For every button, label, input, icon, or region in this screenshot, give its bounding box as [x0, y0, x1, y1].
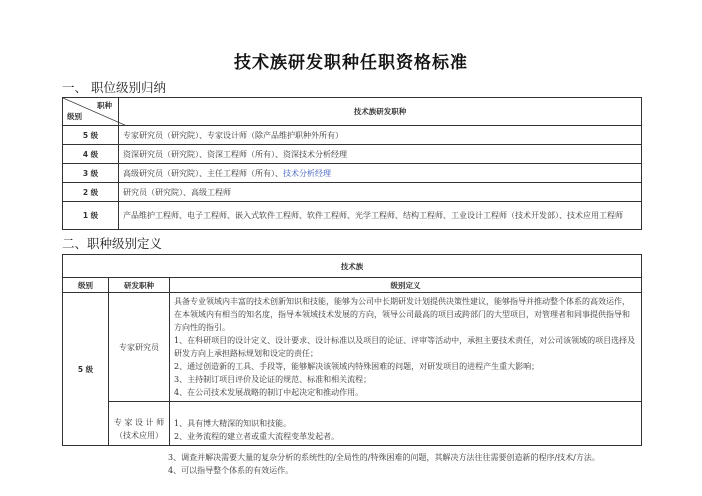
- header-level: 级别: [67, 112, 82, 121]
- table-row: [63, 164, 642, 183]
- positions-link[interactable]: 技术分析经理: [283, 168, 331, 178]
- definition-table-title: 技术族: [63, 255, 642, 278]
- definition-cell: [170, 402, 642, 446]
- job-cell: 专家研究员: [109, 293, 170, 402]
- table-row: [63, 402, 642, 446]
- definition-text: 3、主持制订项目评价及论证的规范、标准和相关流程；: [174, 375, 372, 384]
- col-definition-header: 级别定义: [170, 278, 642, 293]
- job-cell: [109, 402, 170, 446]
- positions-cell: 资深研究员（研究院）、资深工程师（所有）、资深技术分析经理: [119, 145, 642, 164]
- level-cell: 4 级: [63, 145, 119, 164]
- header-job-type: 职种: [97, 101, 112, 110]
- level-cell: 2 级: [63, 183, 119, 202]
- positions-cell: 专家研究员（研究院）、专家设计师（除产品维护职种外所有）: [119, 126, 642, 145]
- definition-text: 2、通过创造新的工具、手段等，能够解决该领域内特殊困难的问题，对研发项目的进程产生重大影响；: [174, 362, 540, 371]
- positions-cell: 产品维护工程师、电子工程师、嵌入式软件工程师、软件工程师、光学工程师、结构工程师、工业设计工程师（技术开发部）、技术应用工程师: [119, 202, 642, 230]
- level-cell: 5 级: [63, 126, 119, 145]
- definition-continuation: [168, 451, 600, 477]
- definition-text: 4、在公司技术发展战略的制订中起决定和推动作用。: [174, 388, 364, 397]
- definition-text: 具备专业领域内丰富的技术创新知识和技能，能够为公司中长期研发计划提供决策性建议，能够指导并推动整个体系的高效运作，在本领域内有相当的知名度，指导本领域技术发展的方向，领导公司最高的项目或跨部门的大型项目，对管理者和同事提供指导和方向性的指引。: [174, 297, 630, 332]
- table-row: [63, 202, 642, 230]
- section-heading-1: 一、 职位级别归纳: [62, 80, 166, 95]
- level-cell: 1 级: [63, 202, 119, 230]
- definition-text: 3、调查并解决需要大量的复杂分析的系统性的/全局性的/特殊困难的问题，其解决方法往往需要创造新的程序/技术/方法。: [168, 453, 600, 462]
- definition-text: 1、具有博大精深的知识和技能。: [174, 419, 292, 428]
- positions-cell: 研究员（研究院）、高级工程师: [119, 183, 642, 202]
- level-cell: 3 级: [63, 164, 119, 183]
- diagonal-header-cell: [63, 98, 119, 126]
- table-row: [63, 126, 642, 145]
- definition-cell: [170, 293, 642, 402]
- table-row: [63, 183, 642, 202]
- definition-text: 1、在科研项目的设计定义、设计要求、设计标准以及项目的论证、评审等活动中，承担主要技术责任，对公司该领域的项目选择及研发方向上承担路标规划和设定的责任；: [174, 336, 636, 358]
- positions-text: 高级研究员（研究院）、主任工程师（所有）、: [123, 168, 283, 178]
- job-title-line: （技术应用）: [115, 431, 163, 440]
- job-title-line: 专 家 设 计 师: [113, 418, 165, 427]
- section-heading-2: 二、职种级别定义: [62, 236, 163, 251]
- col-job-header: 研发职种: [109, 278, 170, 293]
- table-row: [63, 145, 642, 164]
- definition-text: 2、业务流程的建立者或重大流程变革发起者。: [174, 432, 340, 441]
- level-cell: 5 级: [63, 293, 109, 446]
- level-definition-table: [62, 254, 642, 446]
- positions-cell: [119, 164, 642, 183]
- col-level-header: 级别: [63, 278, 109, 293]
- definition-text: 4、可以指导整个体系的有效运作。: [168, 466, 294, 475]
- table-row: [63, 293, 642, 402]
- header-main: 技术族研发职种: [119, 98, 642, 126]
- page-title: 技术族研发职种任职资格标准: [234, 53, 468, 73]
- level-summary-table: [62, 97, 642, 230]
